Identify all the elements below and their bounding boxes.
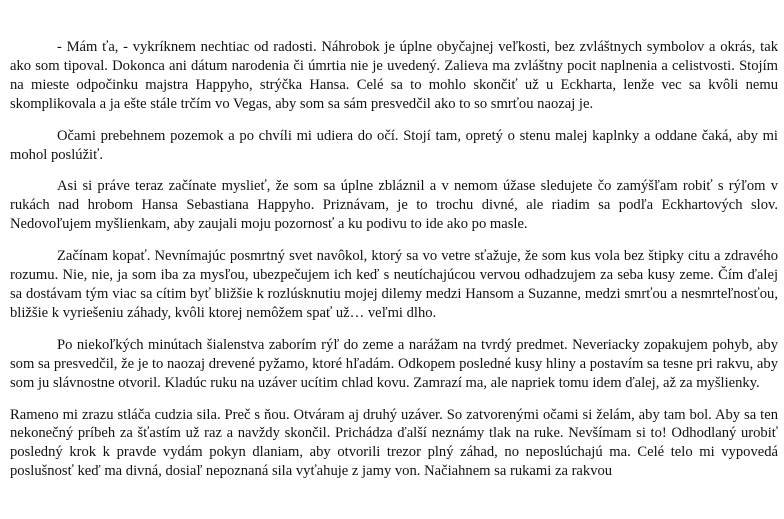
paragraph-2: Očami prebehnem pozemok a po chvíli mi udiera do očí. Stojí tam, opretý o stenu malej kaplnky a oddane čaká, aby mi mohol poslúžiť. (10, 127, 778, 163)
paragraph-3: Asi si práve teraz začínate myslieť, že som sa úplne zbláznil a v nemom úžase sledujete čo zamýšľam robiť s rýľom v rukách nad hrobom Hansa Sebastiana Happyho. Priznávam, je to trochu divné, ale riadim sa podľa Eckhartových slov. Nedovoľujem myšlienkam, aby zaujali moju pozornosť a ku podivu to ide ako po masle. (10, 178, 778, 233)
paragraph-6: Rameno mi zrazu stláča cudzia sila. Preč s ňou. Otváram aj druhý uzáver. So zatvorenými očami si želám, aby tam bol. Aby sa ten nekonečný príbeh za šťastím už raz a navždy skončil. Prichádza ďalší neznámy tlak na ruke. Nevšímam si to! Odhodlaný urobiť posledný krok k pravde vydám pokyn dlaniam, aby otvorili trezor plný záhad, no neposlúchajú ma. Celé telo mi vypovedá poslušnosť keď ma divná, dosiaľ nepoznaná sila vyťahuje z jamy von. Načiahnem sa rukami za rakvou (10, 406, 778, 480)
document-page (10, 38, 778, 494)
paragraph-5: Po niekoľkých minútach šialenstva zaborím rýľ do zeme a narážam na tvrdý predmet. Neveriacky zopakujem pohyb, aby som sa presvedčil, že je to naozaj drevené pyžamo, ktoré hľadám. Odkopem posledné kusy hliny a postavím sa tesne pri rakvu, aby som ju slávnostne otvoril. Kladúc ruku na uzáver ucítim chlad kovu. Zamrazí ma, ale napriek tomu idem ďalej, až za myšlienky. (10, 336, 778, 391)
paragraph-1: - Mám ťa, - vykríknem nechtiac od radosti. Náhrobok je úplne obyčajnej veľkosti, bez zvláštnych symbolov a okrás, tak ako som tipoval. Dokonca ani dátum narodenia či úmrtia nie je uvedený. Zalieva ma zvláštny pocit naplnenia a celistvosti. Stojím na mieste odpočinku majstra Happyho, strýčka Hansa. Celé sa to mohlo skončiť už u Eckharta, lenže vec sa kvôli nemu skomplikovala a ja ešte stále trčím vo Vegas, aby som sa sám presvedčil ako to so smrťou naozaj je. (10, 39, 778, 112)
paragraph-4: Začínam kopať. Nevnímajúc posmrtný svet navôkol, ktorý sa vo vetre sťažuje, že som kus vola bez štipky citu a zdravého rozumu. Nie, nie, ja som iba za mysľou, ubezpečujem ich keď s neutíchajúcou vervou odhadzujem za seba kusy zeme. Čím ďalej sa dostávam tým viac sa cítim byť bližšie k rozlúsknutiu mojej dilemy medzi Hansom a Suzanne, medzi smrťou a nesmrteľnosťou, bližšie k vyriešeniu záhady, kvôli ktorej nemôžem spať už… veľmi dlho. (10, 248, 778, 321)
